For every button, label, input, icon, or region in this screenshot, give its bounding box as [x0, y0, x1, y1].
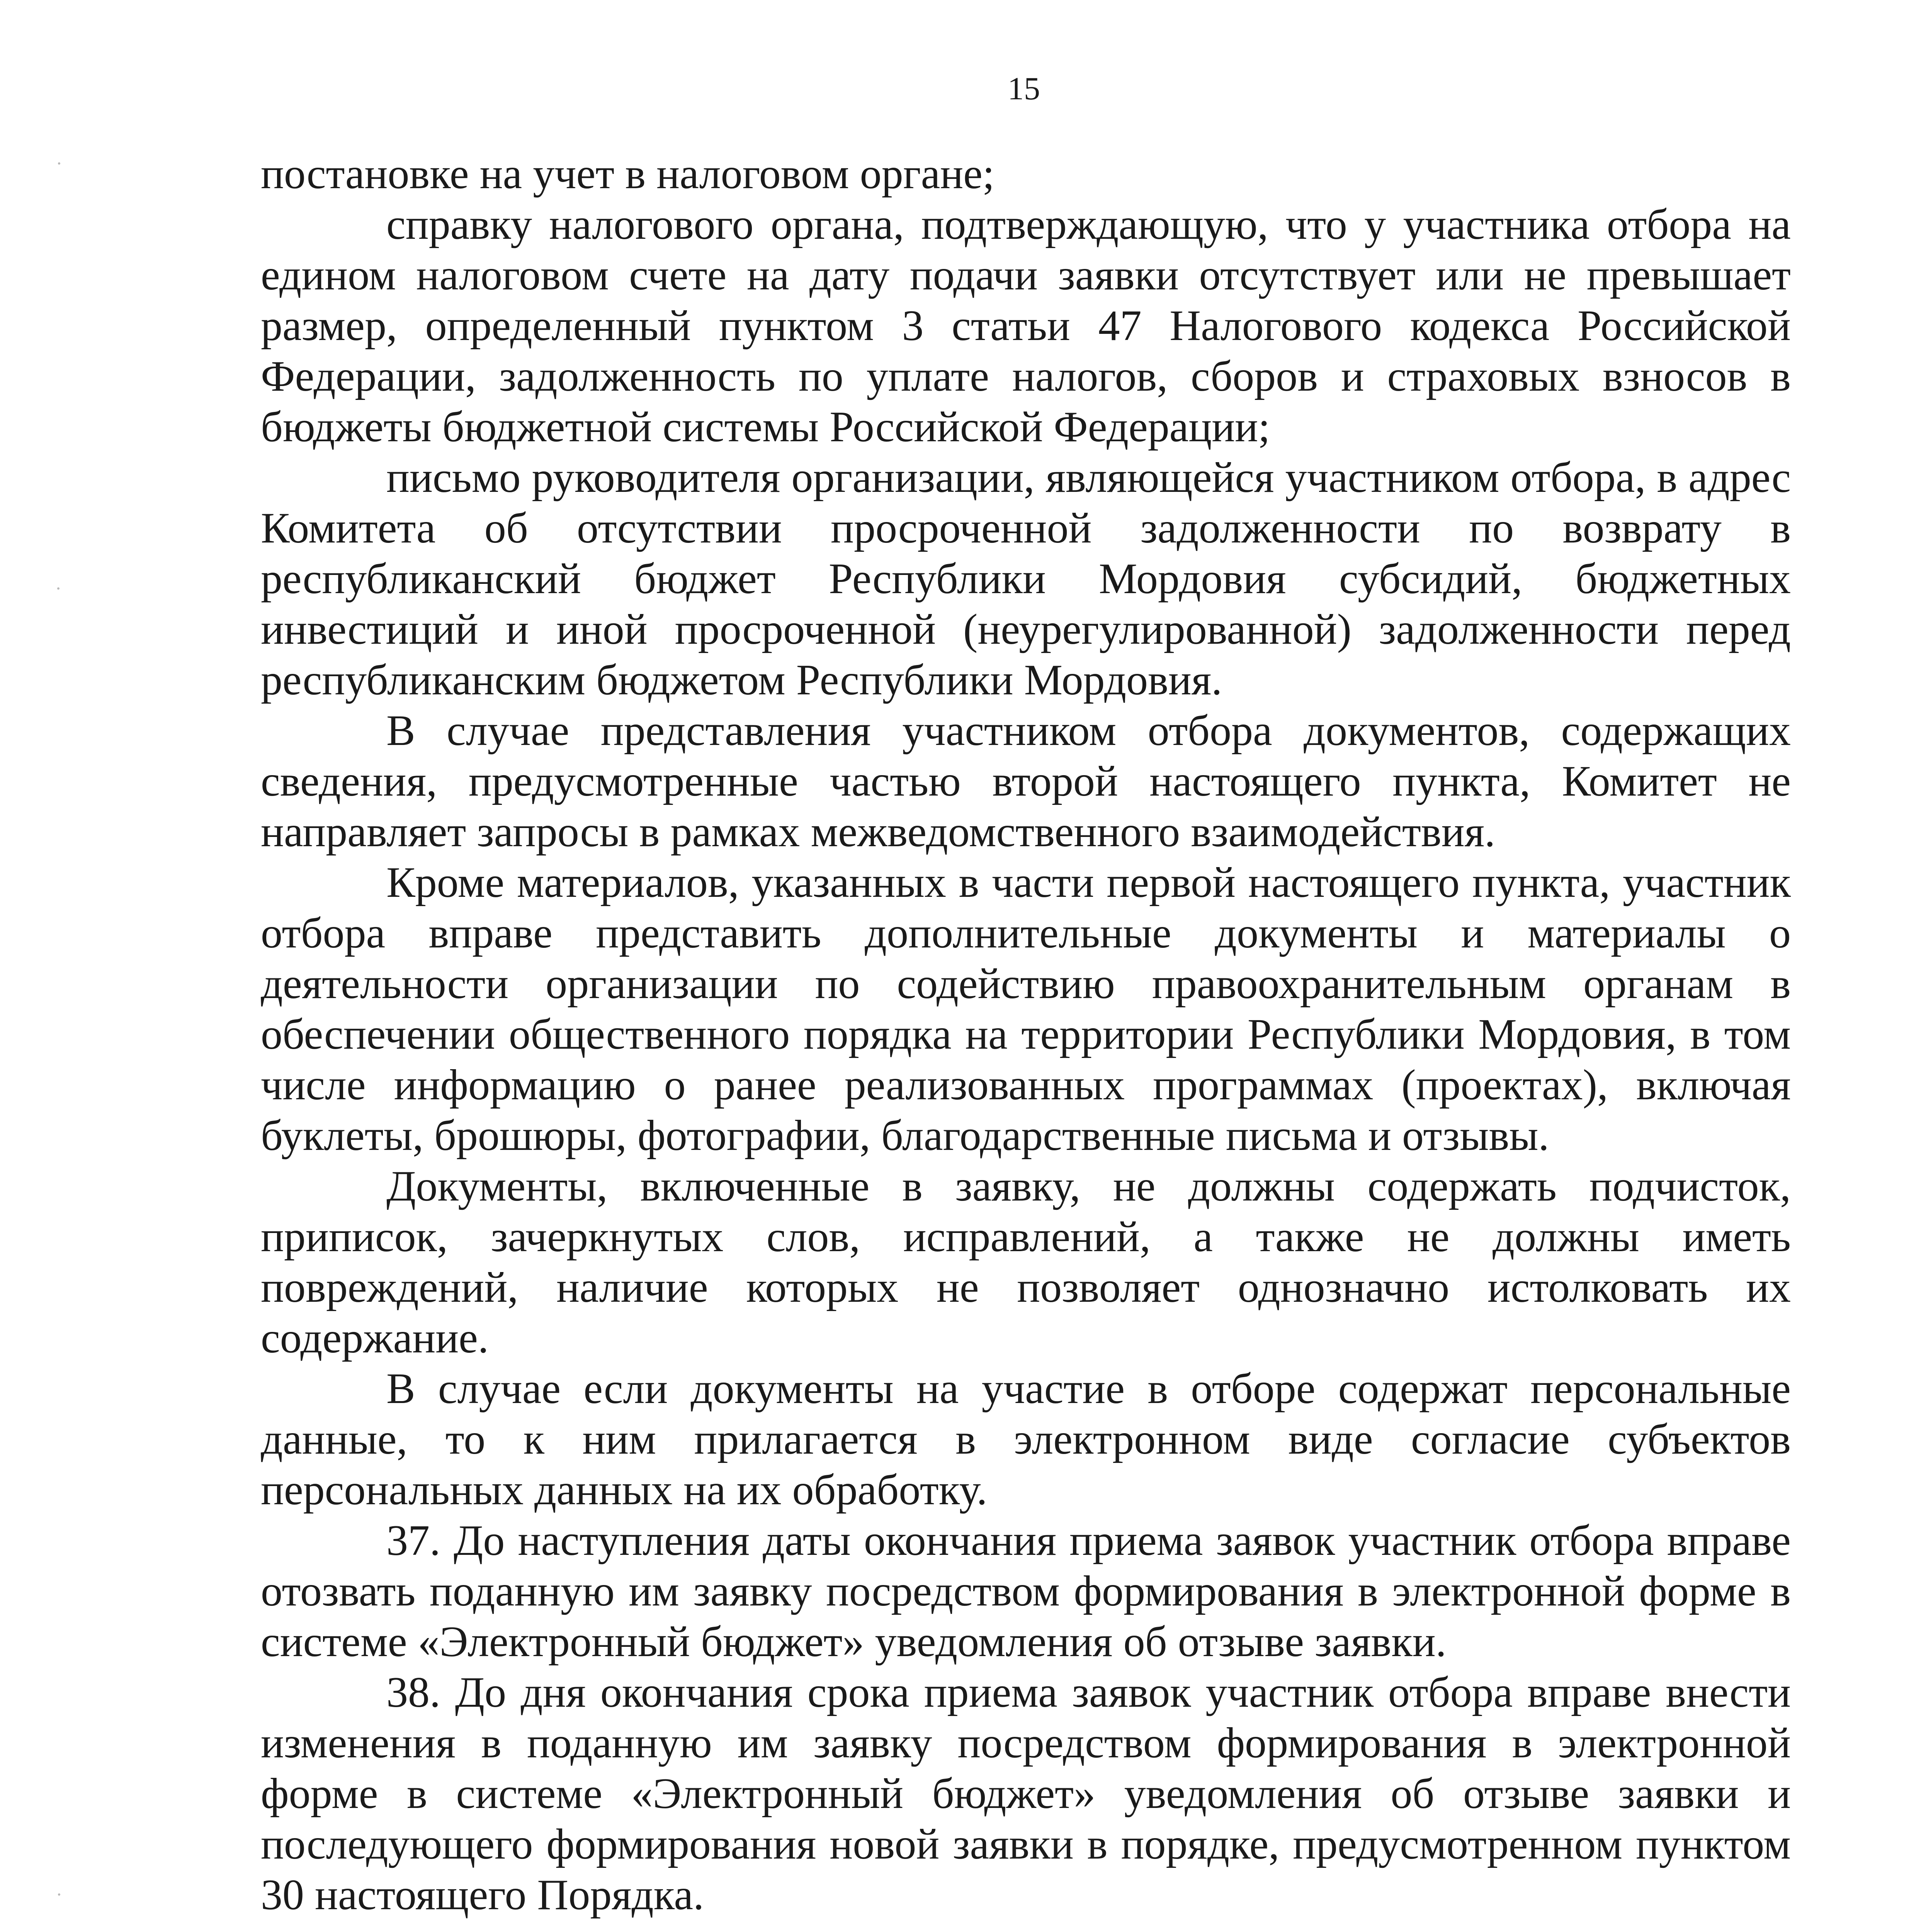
paragraph: 38. До дня окончания срока приема заявок участник отбора вправе внести изменения в поданную им заявку посредством формирования в электронной форме в системе «Электронный бюджет» уведомления об отзыве заявки и последующего формирования новой заявки в порядке, предусмотренном пунктом 30 настоящего Порядка.: [261, 1668, 1791, 1919]
paragraph: постановке на учет в налоговом органе;: [261, 150, 995, 198]
paragraph: справку налогового органа, подтверждающую, что у участника отбора на едином налоговом счете на дату подачи заявки отсутствует или не превышает размер, определенный пунктом 3 статьи 47 Налогового кодекса Российской Федерации, задолженность по уплате налогов, сборов и страховых взносов в бюджеты бюджетной системы Российской Федерации;: [261, 201, 1791, 451]
scan-speck: [57, 587, 60, 590]
paragraph: В случае представления участником отбора документов, содержащих сведения, предусмотренные частью второй настоящего пункта, Комитет не направляет запросы в рамках межведомственного взаимодействия.: [261, 707, 1791, 856]
scan-speck: [58, 1893, 60, 1896]
paragraph: Кроме материалов, указанных в части первой настоящего пункта, участник отбора вправе представить дополнительные документы и материалы о деятельности организации по содействию правоохранительным органам в обеспечении общественного порядка на территории Республики Мордовия, в том числе информацию о ранее реализованных программах (проектах), включая буклеты, брошюры, фотографии, благодарственные письма и отзывы.: [261, 859, 1791, 1160]
paragraph: Документы, включенные в заявку, не должны содержать подчисток, приписок, зачеркнутых слов, исправлений, а также не должны иметь повреждений, наличие которых не позволяет однозначно истолковать их содержание.: [261, 1162, 1791, 1362]
paragraph: письмо руководителя организации, являющейся участником отбора, в адрес Комитета об отсутствии просроченной задолженности по возврату в республиканский бюджет Республики Мордовия субсидий, бюджетных инвестиций и иной просроченной (неурегулированной) задолженности перед республиканским бюджетом Республики Мордовия.: [261, 454, 1791, 704]
paragraph: 37. До наступления даты окончания приема заявок участник отбора вправе отозвать поданную им заявку посредством формирования в электронной форме в системе «Электронный бюджет» уведомления об отзыве заявки.: [261, 1517, 1791, 1666]
page-number: 15: [1008, 71, 1040, 107]
paragraph: В случае если документы на участие в отборе содержат персональные данные, то к ним прилагается в электронном виде согласие субъектов персональных данных на их обработку.: [261, 1365, 1791, 1514]
document-body: [261, 149, 1791, 1932]
scan-speck: [58, 162, 60, 165]
paragraphs-before-heading: [261, 149, 1791, 1920]
